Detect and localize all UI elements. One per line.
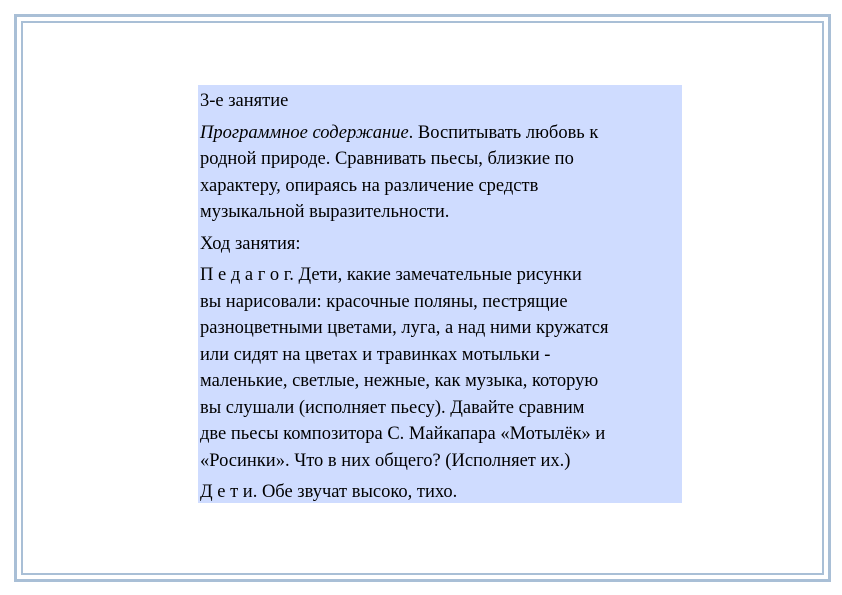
children-response: Д е т и. Обе звучат высоко, тихо. xyxy=(200,482,458,502)
teacher-line: «Росинки». Что в них общего? (Исполняет их.) xyxy=(200,450,571,471)
course-heading: Ход занятия: xyxy=(200,233,301,254)
program-text-line: родной природе. Сравнивать пьесы, близкие по xyxy=(200,149,574,169)
teacher-line: вы нарисовали: красочные поляны, пестрящие xyxy=(200,291,568,312)
program-text-line: . Воспитывать любовь к xyxy=(408,122,599,143)
lesson-text-box xyxy=(198,85,682,503)
program-text-line: музыкальной выразительности. xyxy=(200,202,450,222)
teacher-line: или сидят на цветах и травинках мотыльки - xyxy=(200,344,551,365)
program-label: Программное содержание xyxy=(200,122,409,143)
program-line-1 xyxy=(200,120,678,147)
teacher-line: маленькие, светлые, нежные, как музыка, которую xyxy=(200,371,599,391)
teacher-line: разноцветными цветами, луга, а над ними кружатся xyxy=(200,318,609,338)
program-content-paragraph xyxy=(200,120,678,226)
teacher-line: две пьесы композитора С. Майкапара «Мотылёк» и xyxy=(200,424,606,444)
lesson-title: 3-е занятие xyxy=(200,91,289,111)
program-text-line: характеру, опираясь на различение средств xyxy=(200,175,539,196)
teacher-paragraph xyxy=(200,262,678,474)
teacher-line: вы слушали (исполняет пьесу). Давайте сравним xyxy=(200,397,585,418)
teacher-line: П е д а г о г. Дети, какие замечательные рисунки xyxy=(200,265,582,285)
